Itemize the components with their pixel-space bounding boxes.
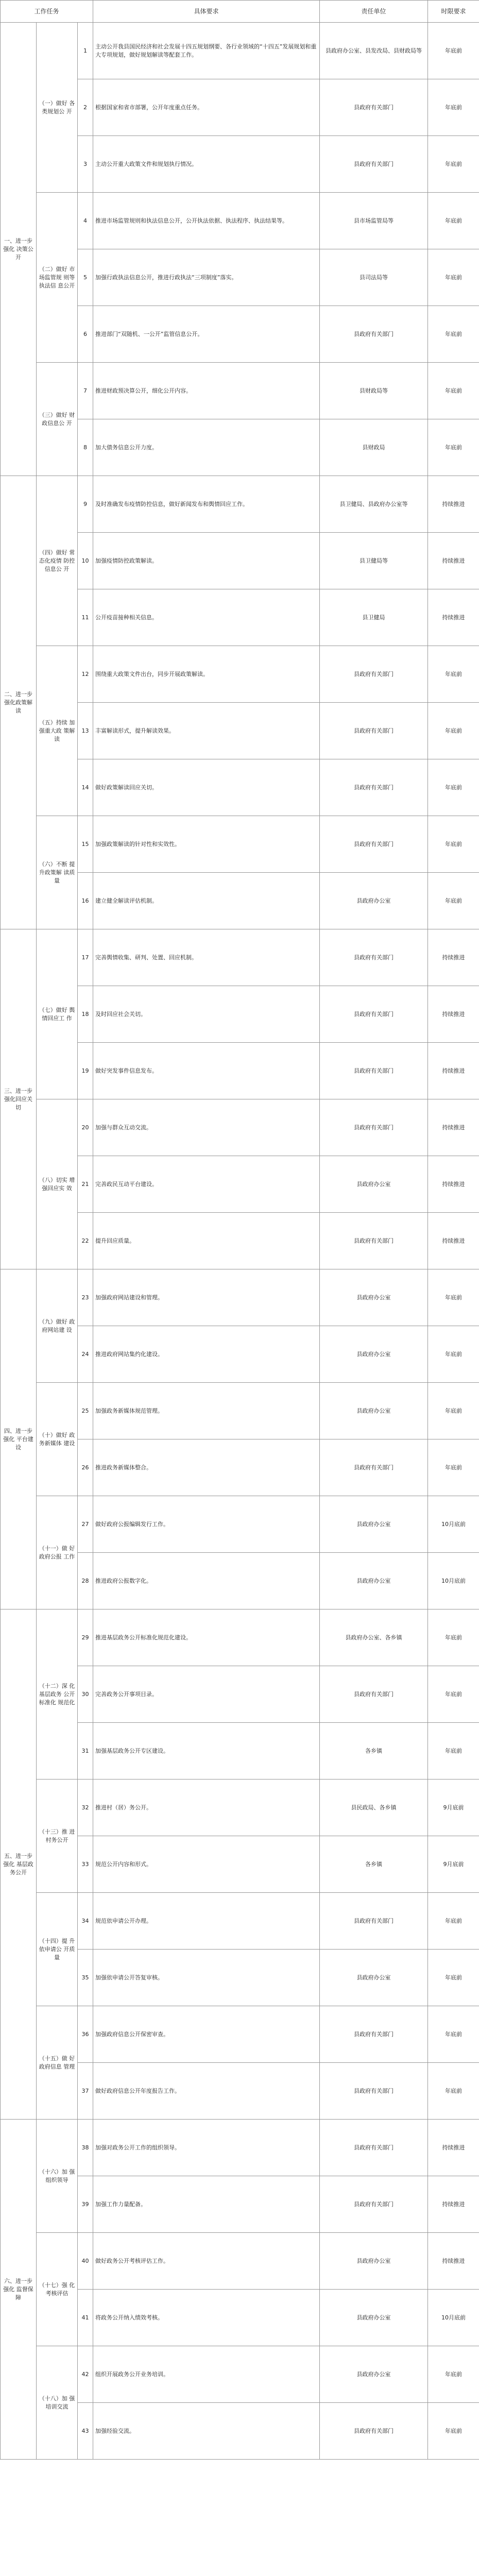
deadline-cell: 年底前	[428, 2403, 479, 2460]
requirement-cell: 建立健全解读评估机制。	[93, 873, 320, 929]
responsible-unit-cell: 县政府有关部门	[320, 1893, 428, 1950]
row-number-cell: 31	[78, 1723, 93, 1780]
responsible-unit-cell: 县政府有关部门	[320, 136, 428, 193]
row-number-cell: 41	[78, 2290, 93, 2346]
table-row	[1, 2006, 479, 2063]
subtask-cell: （十三）推 进村务公开	[37, 1780, 78, 1893]
deadline-cell: 9月底前	[428, 1836, 479, 1893]
requirement-cell: 加强行政执法信息公开，推进行政执法“三项制度”落实。	[93, 249, 320, 306]
responsible-unit-cell: 各乡镇	[320, 1836, 428, 1893]
deadline-cell: 年底前	[428, 1383, 479, 1439]
row-number-cell: 5	[78, 249, 93, 306]
deadline-cell: 年底前	[428, 2346, 479, 2403]
responsible-unit-cell: 县政府有关部门	[320, 1666, 428, 1723]
responsible-unit-cell: 县政府办公室、各乡镇	[320, 1609, 428, 1666]
table-row	[1, 363, 479, 419]
row-number-cell: 4	[78, 193, 93, 249]
table-row	[1, 646, 479, 703]
responsible-unit-cell: 县政府办公室	[320, 1156, 428, 1213]
responsible-unit-cell: 县政府有关部门	[320, 79, 428, 136]
row-number-cell: 22	[78, 1213, 93, 1269]
category-cell: 六、进一步强化 监督保障	[1, 2120, 37, 2460]
row-number-cell: 21	[78, 1156, 93, 1213]
responsible-unit-cell: 县政府办公室、县发改局、县财政局等	[320, 23, 428, 79]
table-body	[1, 23, 479, 2460]
table-row	[1, 2120, 479, 2176]
subtask-cell: （十）做好 政务新媒体 建设	[37, 1383, 78, 1496]
deadline-cell: 年底前	[428, 23, 479, 79]
row-number-cell: 32	[78, 1780, 93, 1836]
subtask-cell: （十二）深 化基层政务 公开标准化 规范化	[37, 1609, 78, 1780]
row-number-cell: 37	[78, 2063, 93, 2120]
deadline-cell: 年底前	[428, 249, 479, 306]
responsible-unit-cell: 县市场监管局等	[320, 193, 428, 249]
responsible-unit-cell: 县政府有关部门	[320, 1043, 428, 1099]
deadline-cell: 10月底前	[428, 2290, 479, 2346]
deadline-cell: 10月底前	[428, 1553, 479, 1609]
requirement-cell: 推进政府公报数字化。	[93, 1553, 320, 1609]
table-row	[1, 1609, 479, 1666]
responsible-unit-cell: 县卫健局	[320, 589, 428, 646]
requirement-cell: 规范依申请公开办理。	[93, 1893, 320, 1950]
requirement-cell: 推进政府网站集约化建设。	[93, 1326, 320, 1383]
responsible-unit-cell: 县政府有关部门	[320, 1099, 428, 1156]
deadline-cell: 年底前	[428, 1269, 479, 1326]
row-number-cell: 6	[78, 306, 93, 363]
row-number-cell: 40	[78, 2233, 93, 2290]
row-number-cell: 16	[78, 873, 93, 929]
row-number-cell: 38	[78, 2120, 93, 2176]
responsible-unit-cell: 县政府有关部门	[320, 2176, 428, 2233]
requirement-cell: 将政务公开纳入绩效考核。	[93, 2290, 320, 2346]
responsible-unit-cell: 县政府有关部门	[320, 1439, 428, 1496]
subtask-cell: （一）做好 各类规划公 开	[37, 23, 78, 193]
header-requirement: 具体要求	[93, 1, 320, 23]
requirement-cell: 主动公开我县国民经济和社会发展十四五规划纲要、各行业领域的“十四五”发展规划和重大专项规划，做好规划解读等配套工作。	[93, 23, 320, 79]
row-number-cell: 36	[78, 2006, 93, 2063]
responsible-unit-cell: 县政府有关部门	[320, 306, 428, 363]
deadline-cell: 10月底前	[428, 1496, 479, 1553]
subtask-cell: （四）做好 常态化疫情 防控信息公 开	[37, 476, 78, 646]
deadline-cell: 年底前	[428, 1893, 479, 1950]
deadline-cell: 年底前	[428, 759, 479, 816]
requirement-cell: 根据国家和省市部署，公开年度重点任务。	[93, 79, 320, 136]
responsible-unit-cell: 县政府办公室	[320, 1383, 428, 1439]
row-number-cell: 13	[78, 703, 93, 759]
deadline-cell: 持续推进	[428, 1156, 479, 1213]
header-task: 工作任务	[1, 1, 93, 23]
row-number-cell: 27	[78, 1496, 93, 1553]
category-cell: 二、进一步强化政策解读	[1, 476, 37, 929]
row-number-cell: 26	[78, 1439, 93, 1496]
requirement-cell: 及时回应社会关切。	[93, 986, 320, 1043]
deadline-cell: 持续推进	[428, 533, 479, 589]
requirement-cell: 加强政务新媒体规范管理。	[93, 1383, 320, 1439]
responsible-unit-cell: 县政府有关部门	[320, 2006, 428, 2063]
row-number-cell: 12	[78, 646, 93, 703]
subtask-cell: （十五）做 好政府信息 管理	[37, 2006, 78, 2120]
subtask-cell: （三）做好 财政信息公 开	[37, 363, 78, 476]
row-number-cell: 19	[78, 1043, 93, 1099]
row-number-cell: 11	[78, 589, 93, 646]
deadline-cell: 年底前	[428, 873, 479, 929]
deadline-cell: 年底前	[428, 2006, 479, 2063]
deadline-cell: 年底前	[428, 136, 479, 193]
deadline-cell: 持续推进	[428, 986, 479, 1043]
row-number-cell: 7	[78, 363, 93, 419]
row-number-cell: 10	[78, 533, 93, 589]
subtask-cell: （十四）提 升依申请公 开质量	[37, 1893, 78, 2006]
responsible-unit-cell: 县政府有关部门	[320, 2403, 428, 2460]
deadline-cell: 年底前	[428, 703, 479, 759]
deadline-cell: 持续推进	[428, 929, 479, 986]
responsible-unit-cell: 县卫健局等	[320, 533, 428, 589]
responsible-unit-cell: 县政府办公室	[320, 2233, 428, 2290]
subtask-cell: （八）切实 增强回应实 效	[37, 1099, 78, 1269]
responsible-unit-cell: 县财政局等	[320, 363, 428, 419]
row-number-cell: 23	[78, 1269, 93, 1326]
row-number-cell: 8	[78, 419, 93, 476]
table-row	[1, 1269, 479, 1326]
requirement-cell: 加强政府网站建设和管理。	[93, 1269, 320, 1326]
row-number-cell: 17	[78, 929, 93, 986]
requirement-cell: 丰富解读形式，提升解读效果。	[93, 703, 320, 759]
deadline-cell: 持续推进	[428, 1099, 479, 1156]
deadline-cell: 年底前	[428, 816, 479, 873]
table-row	[1, 1099, 479, 1156]
responsible-unit-cell: 县政府有关部门	[320, 929, 428, 986]
requirement-cell: 推进村（居）务公开。	[93, 1780, 320, 1836]
requirement-cell: 做好政府信息公开年度报告工作。	[93, 2063, 320, 2120]
row-number-cell: 30	[78, 1666, 93, 1723]
requirement-cell: 加强经验交流。	[93, 2403, 320, 2460]
category-cell: 四、进一步强化 平台建设	[1, 1269, 37, 1609]
subtask-cell: （九）做好 政府网站建 设	[37, 1269, 78, 1383]
header-unit: 责任单位	[320, 1, 428, 23]
requirement-cell: 加强基层政务公开专区建设。	[93, 1723, 320, 1780]
requirement-cell: 推进市场监管规则和执法信息公开，公开执法依据、执法程序、执法结果等。	[93, 193, 320, 249]
row-number-cell: 25	[78, 1383, 93, 1439]
row-number-cell: 39	[78, 2176, 93, 2233]
deadline-cell: 年底前	[428, 79, 479, 136]
requirement-cell: 推进财政预决算公开，细化公开内容。	[93, 363, 320, 419]
responsible-unit-cell: 各乡镇	[320, 1723, 428, 1780]
subtask-cell: （二）做好 市场监管规 则等执法信 息公开	[37, 193, 78, 363]
deadline-cell: 年底前	[428, 306, 479, 363]
row-number-cell: 35	[78, 1950, 93, 2006]
row-number-cell: 18	[78, 986, 93, 1043]
subtask-cell: （十七）强 化考核评估	[37, 2233, 78, 2346]
deadline-cell: 年底前	[428, 1950, 479, 2006]
requirement-cell: 及时准确发布疫情防控信息，做好新闻发布和舆情回应工作。	[93, 476, 320, 533]
row-number-cell: 14	[78, 759, 93, 816]
requirement-cell: 加大债务信息公开力度。	[93, 419, 320, 476]
responsible-unit-cell: 县政府办公室	[320, 1326, 428, 1383]
deadline-cell: 9月底前	[428, 1780, 479, 1836]
responsible-unit-cell: 县政府办公室	[320, 1496, 428, 1553]
responsible-unit-cell: 县卫健局、县政府办公室等	[320, 476, 428, 533]
deadline-cell: 年底前	[428, 1723, 479, 1780]
table-row	[1, 1893, 479, 1950]
responsible-unit-cell: 县财政局	[320, 419, 428, 476]
row-number-cell: 9	[78, 476, 93, 533]
deadline-cell: 持续推进	[428, 1043, 479, 1099]
responsible-unit-cell: 县政府有关部门	[320, 986, 428, 1043]
requirement-cell: 完善政民互动平台建设。	[93, 1156, 320, 1213]
row-number-cell: 34	[78, 1893, 93, 1950]
row-number-cell: 2	[78, 79, 93, 136]
table-row	[1, 193, 479, 249]
deadline-cell: 年底前	[428, 1666, 479, 1723]
requirement-cell: 推进基层政务公开标准化规范化建设。	[93, 1609, 320, 1666]
header-time: 时限要求	[428, 1, 479, 23]
responsible-unit-cell: 县政府有关部门	[320, 703, 428, 759]
responsible-unit-cell: 县政府有关部门	[320, 759, 428, 816]
requirement-cell: 完善舆情收集、研判、处置、回应机制。	[93, 929, 320, 986]
deadline-cell: 年底前	[428, 646, 479, 703]
requirement-cell: 围绕重大政策文件出台，同步开展政策解读。	[93, 646, 320, 703]
requirement-cell: 公开疫苗接种相关信息。	[93, 589, 320, 646]
deadline-cell: 持续推进	[428, 2176, 479, 2233]
row-number-cell: 3	[78, 136, 93, 193]
row-number-cell: 15	[78, 816, 93, 873]
requirement-cell: 做好政务公开考核评估工作。	[93, 2233, 320, 2290]
subtask-cell: （十一）做 好政府公报 工作	[37, 1496, 78, 1609]
deadline-cell: 年底前	[428, 193, 479, 249]
deadline-cell: 持续推进	[428, 2120, 479, 2176]
row-number-cell: 1	[78, 23, 93, 79]
requirement-cell: 做好政策解读回应关切。	[93, 759, 320, 816]
responsible-unit-cell: 县政府有关部门	[320, 646, 428, 703]
requirement-cell: 推进政务新媒体整合。	[93, 1439, 320, 1496]
deadline-cell: 年底前	[428, 1609, 479, 1666]
responsible-unit-cell: 县政府办公室	[320, 1553, 428, 1609]
deadline-cell: 年底前	[428, 1439, 479, 1496]
row-number-cell: 20	[78, 1099, 93, 1156]
responsible-unit-cell: 县政府办公室	[320, 2290, 428, 2346]
requirement-cell: 推进部门“双随机、一公开”监管信息公开。	[93, 306, 320, 363]
requirement-cell: 加强依申请公开答复审核。	[93, 1950, 320, 2006]
table-row	[1, 2346, 479, 2403]
deadline-cell: 持续推进	[428, 1213, 479, 1269]
deadline-cell: 年底前	[428, 2063, 479, 2120]
subtask-cell: （七）做好 舆情回应工 作	[37, 929, 78, 1099]
deadline-cell: 持续推进	[428, 2233, 479, 2290]
row-number-cell: 43	[78, 2403, 93, 2460]
responsible-unit-cell: 县政府有关部门	[320, 2120, 428, 2176]
responsible-unit-cell: 县政府有关部门	[320, 816, 428, 873]
table-row	[1, 476, 479, 533]
row-number-cell: 29	[78, 1609, 93, 1666]
row-number-cell: 42	[78, 2346, 93, 2403]
table-row	[1, 1780, 479, 1836]
requirement-cell: 加强对政务公开工作的组织领导。	[93, 2120, 320, 2176]
requirement-cell: 做好政府公报编辑发行工作。	[93, 1496, 320, 1553]
requirement-cell: 做好突发事件信息发布。	[93, 1043, 320, 1099]
responsible-unit-cell: 县政府有关部门	[320, 1213, 428, 1269]
category-cell: 五、进一步强化 基层政务公开	[1, 1609, 37, 2120]
responsible-unit-cell: 县政府有关部门	[320, 2063, 428, 2120]
row-number-cell: 24	[78, 1326, 93, 1383]
requirement-cell: 加强政策解读的针对性和实效性。	[93, 816, 320, 873]
requirement-cell: 加强疫情防控政策解读。	[93, 533, 320, 589]
row-number-cell: 33	[78, 1836, 93, 1893]
deadline-cell: 持续推进	[428, 589, 479, 646]
subtask-cell: （六）不断 提升政策解 读质量	[37, 816, 78, 929]
deadline-cell: 年底前	[428, 363, 479, 419]
responsible-unit-cell: 县民政局、各乡镇	[320, 1780, 428, 1836]
requirement-cell: 组织开展政务公开业务培训。	[93, 2346, 320, 2403]
table-row	[1, 929, 479, 986]
requirement-cell: 提升回应质量。	[93, 1213, 320, 1269]
subtask-cell: （十六）加 强组织领导	[37, 2120, 78, 2233]
table-header-row	[1, 1, 479, 23]
requirement-cell: 主动公开重大政策文件和规划执行情况。	[93, 136, 320, 193]
responsible-unit-cell: 县司法局等	[320, 249, 428, 306]
deadline-cell: 持续推进	[428, 476, 479, 533]
responsible-unit-cell: 县政府办公室	[320, 873, 428, 929]
category-cell: 三、进一步强化回应关切	[1, 929, 37, 1269]
subtask-cell: （五）持续 加强重大政 策解读	[37, 646, 78, 816]
table-row	[1, 1496, 479, 1553]
requirement-cell: 加强政府信息公开保密审查。	[93, 2006, 320, 2063]
table-row	[1, 23, 479, 79]
deadline-cell: 年底前	[428, 419, 479, 476]
table-row	[1, 1383, 479, 1439]
table-row	[1, 816, 479, 873]
table-row	[1, 2233, 479, 2290]
requirement-cell: 加强工作力量配备。	[93, 2176, 320, 2233]
row-number-cell: 28	[78, 1553, 93, 1609]
responsible-unit-cell: 县政府办公室	[320, 1269, 428, 1326]
requirement-cell: 完善政务公开事项目录。	[93, 1666, 320, 1723]
category-cell: 一、进一步强化 决策公开	[1, 23, 37, 476]
requirement-cell: 加强与群众互动交流。	[93, 1099, 320, 1156]
deadline-cell: 年底前	[428, 1326, 479, 1383]
responsible-unit-cell: 县政府办公室	[320, 1950, 428, 2006]
responsible-unit-cell: 县政府办公室	[320, 2346, 428, 2403]
requirement-cell: 规范公开内容和形式。	[93, 1836, 320, 1893]
subtask-cell: （十八）加 强培训交流	[37, 2346, 78, 2460]
